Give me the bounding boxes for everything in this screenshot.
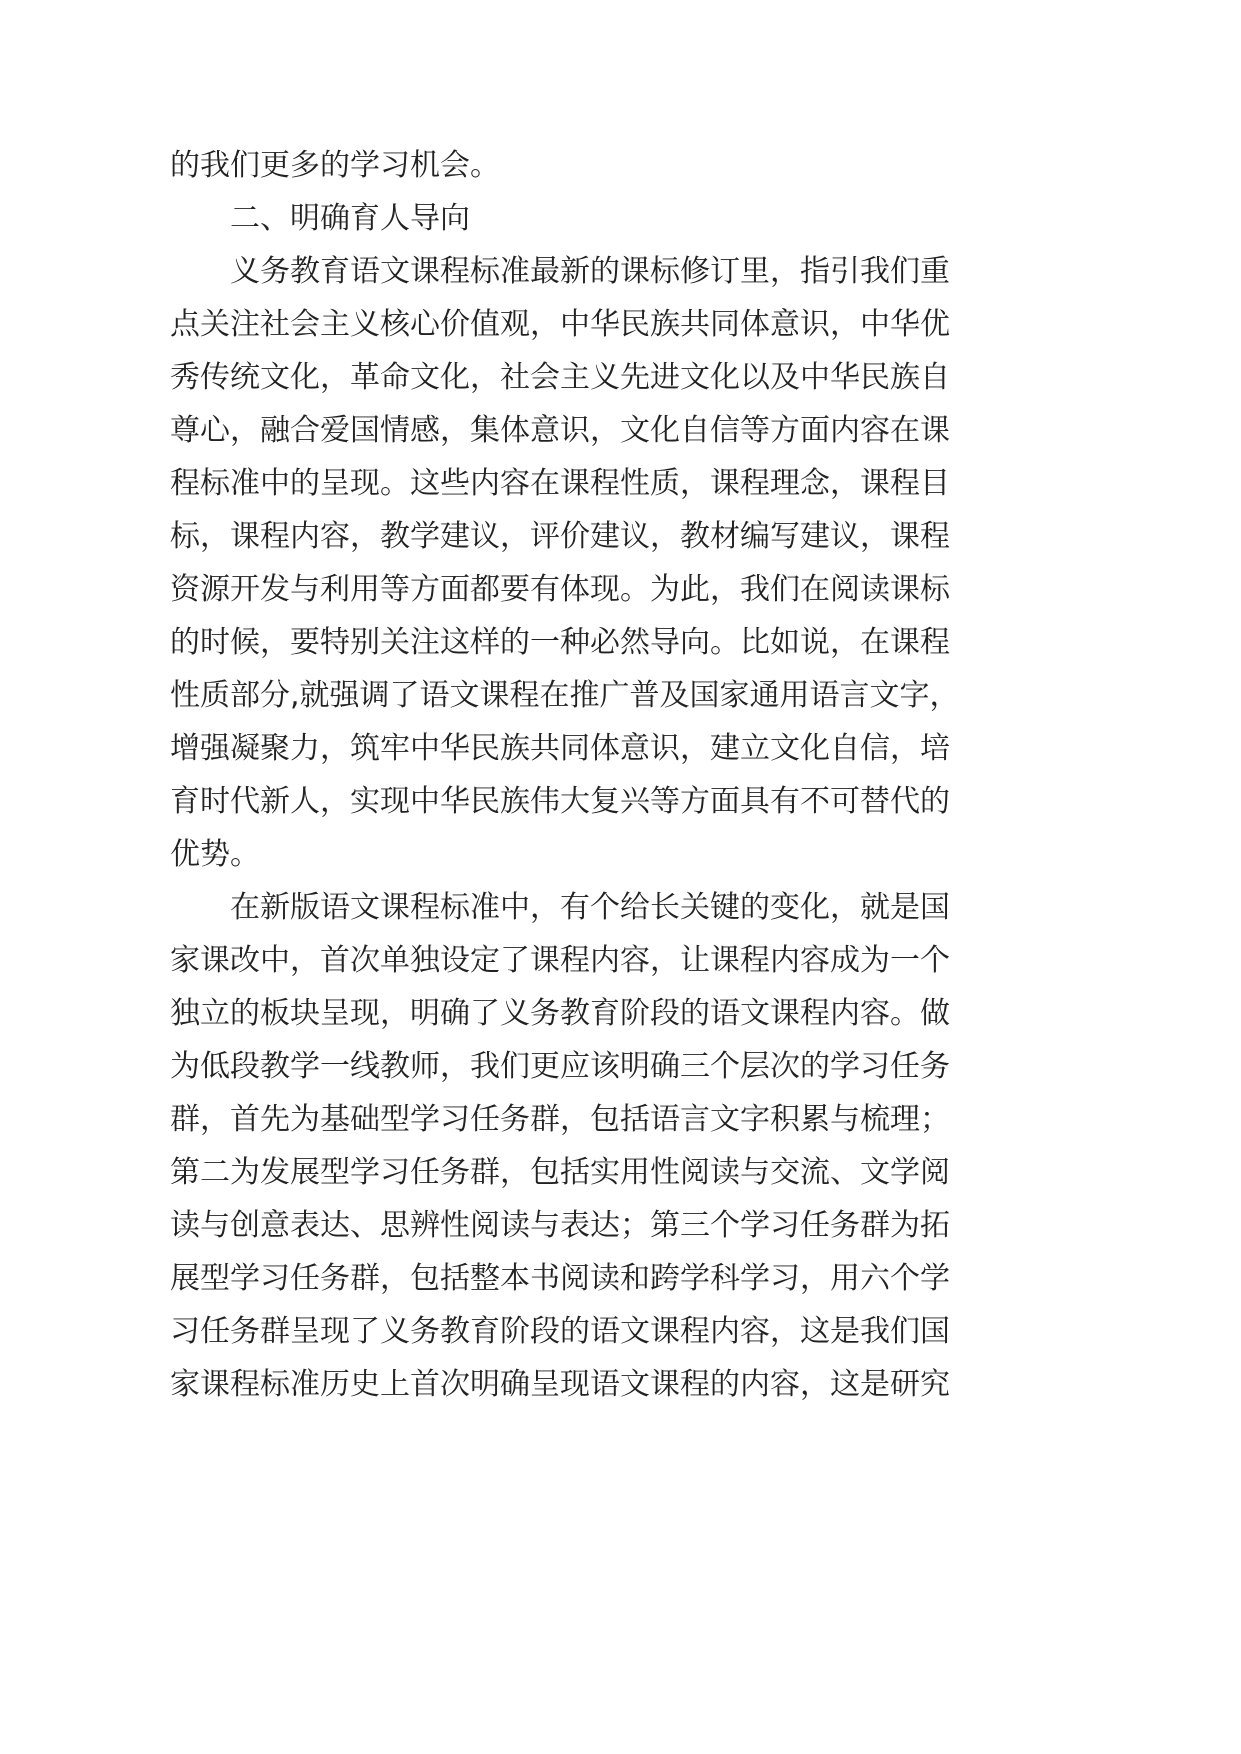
text-line: 程标准中的呈现。这些内容在课程性质，课程理念，课程目 xyxy=(170,466,950,501)
text-line: 独立的板块呈现，明确了义务教育阶段的语文课程内容。做 xyxy=(170,996,950,1031)
text-line: 读与创意表达、思辨性阅读与表达；第三个学习任务群为拓 xyxy=(170,1208,950,1243)
text-line: 增强凝聚力，筑牢中华民族共同体意识，建立文化自信，培 xyxy=(170,731,950,766)
text-line: 在新版语文课程标准中，有个给长关键的变化，就是国 xyxy=(230,890,950,925)
text-line: 的我们更多的学习机会。 xyxy=(170,148,500,183)
text-line: 优势。 xyxy=(170,837,260,872)
section-heading: 二、明确育人导向 xyxy=(230,201,470,236)
text-line: 标，课程内容，教学建议，评价建议，教材编写建议，课程 xyxy=(170,519,950,554)
text-line: 育时代新人，实现中华民族伟大复兴等方面具有不可替代的 xyxy=(170,784,950,819)
text-line: 的时候，要特别关注这样的一种必然导向。比如说，在课程 xyxy=(170,625,950,660)
text-line: 习任务群呈现了义务教育阶段的语文课程内容，这是我们国 xyxy=(170,1314,950,1349)
text-line: 第二为发展型学习任务群，包括实用性阅读与交流、文学阅 xyxy=(170,1155,950,1190)
text-line: 展型学习任务群，包括整本书阅读和跨学科学习，用六个学 xyxy=(170,1261,950,1296)
text-line: 家课程标准历史上首次明确呈现语文课程的内容，这是研究 xyxy=(170,1367,950,1402)
text-line: 性质部分,就强调了语文课程在推广普及国家通用语言文字， xyxy=(170,678,960,713)
text-line: 家课改中，首次单独设定了课程内容，让课程内容成为一个 xyxy=(170,943,950,978)
text-line: 点关注社会主义核心价值观，中华民族共同体意识，中华优 xyxy=(170,307,950,342)
text-line: 为低段教学一线教师，我们更应该明确三个层次的学习任务 xyxy=(170,1049,950,1084)
text-line: 秀传统文化，革命文化，社会主义先进文化以及中华民族自 xyxy=(170,360,950,395)
text-line: 尊心，融合爱国情感，集体意识，文化自信等方面内容在课 xyxy=(170,413,950,448)
text-line: 义务教育语文课程标准最新的课标修订里，指引我们重 xyxy=(230,254,950,289)
text-line: 群，首先为基础型学习任务群，包括语言文字积累与梳理； xyxy=(170,1102,950,1137)
text-line: 资源开发与利用等方面都要有体现。为此，我们在阅读课标 xyxy=(170,572,950,607)
